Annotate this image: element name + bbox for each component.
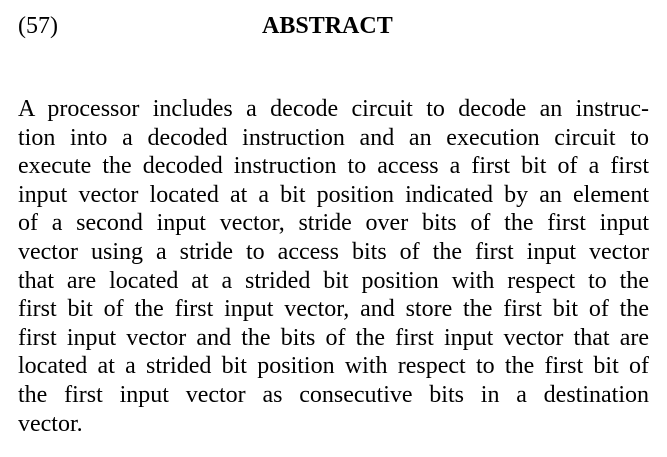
abstract-line: input vector located at a bit position indicated by an element: [18, 181, 649, 208]
abstract-body: [18, 95, 649, 438]
abstract-line: first bit of the first input vector, and store the first bit of the: [18, 296, 649, 323]
abstract-line: that are located at a strided bit position with respect to the: [18, 267, 649, 294]
abstract-line: vector using a stride to access bits of the first input vector: [18, 238, 649, 265]
abstract-line: execute the decoded instruction to access a first bit of a first: [18, 153, 649, 180]
abstract-header: [0, 0, 667, 50]
abstract-line: the first input vector as consecutive bits in a destination: [18, 381, 649, 408]
inid-code: (57): [18, 13, 58, 39]
abstract-line: tion into a decoded instruction and an execution circuit to: [18, 124, 649, 151]
section-title: ABSTRACT: [262, 13, 393, 39]
abstract-line: of a second input vector, stride over bits of the first input: [18, 210, 649, 237]
abstract-line: vector.: [18, 410, 83, 437]
abstract-line: first input vector and the bits of the first input vector that are: [18, 324, 649, 351]
abstract-line: A processor includes a decode circuit to decode an instruc-: [18, 96, 649, 122]
abstract-line: located at a strided bit position with respect to the first bit of: [18, 353, 649, 380]
